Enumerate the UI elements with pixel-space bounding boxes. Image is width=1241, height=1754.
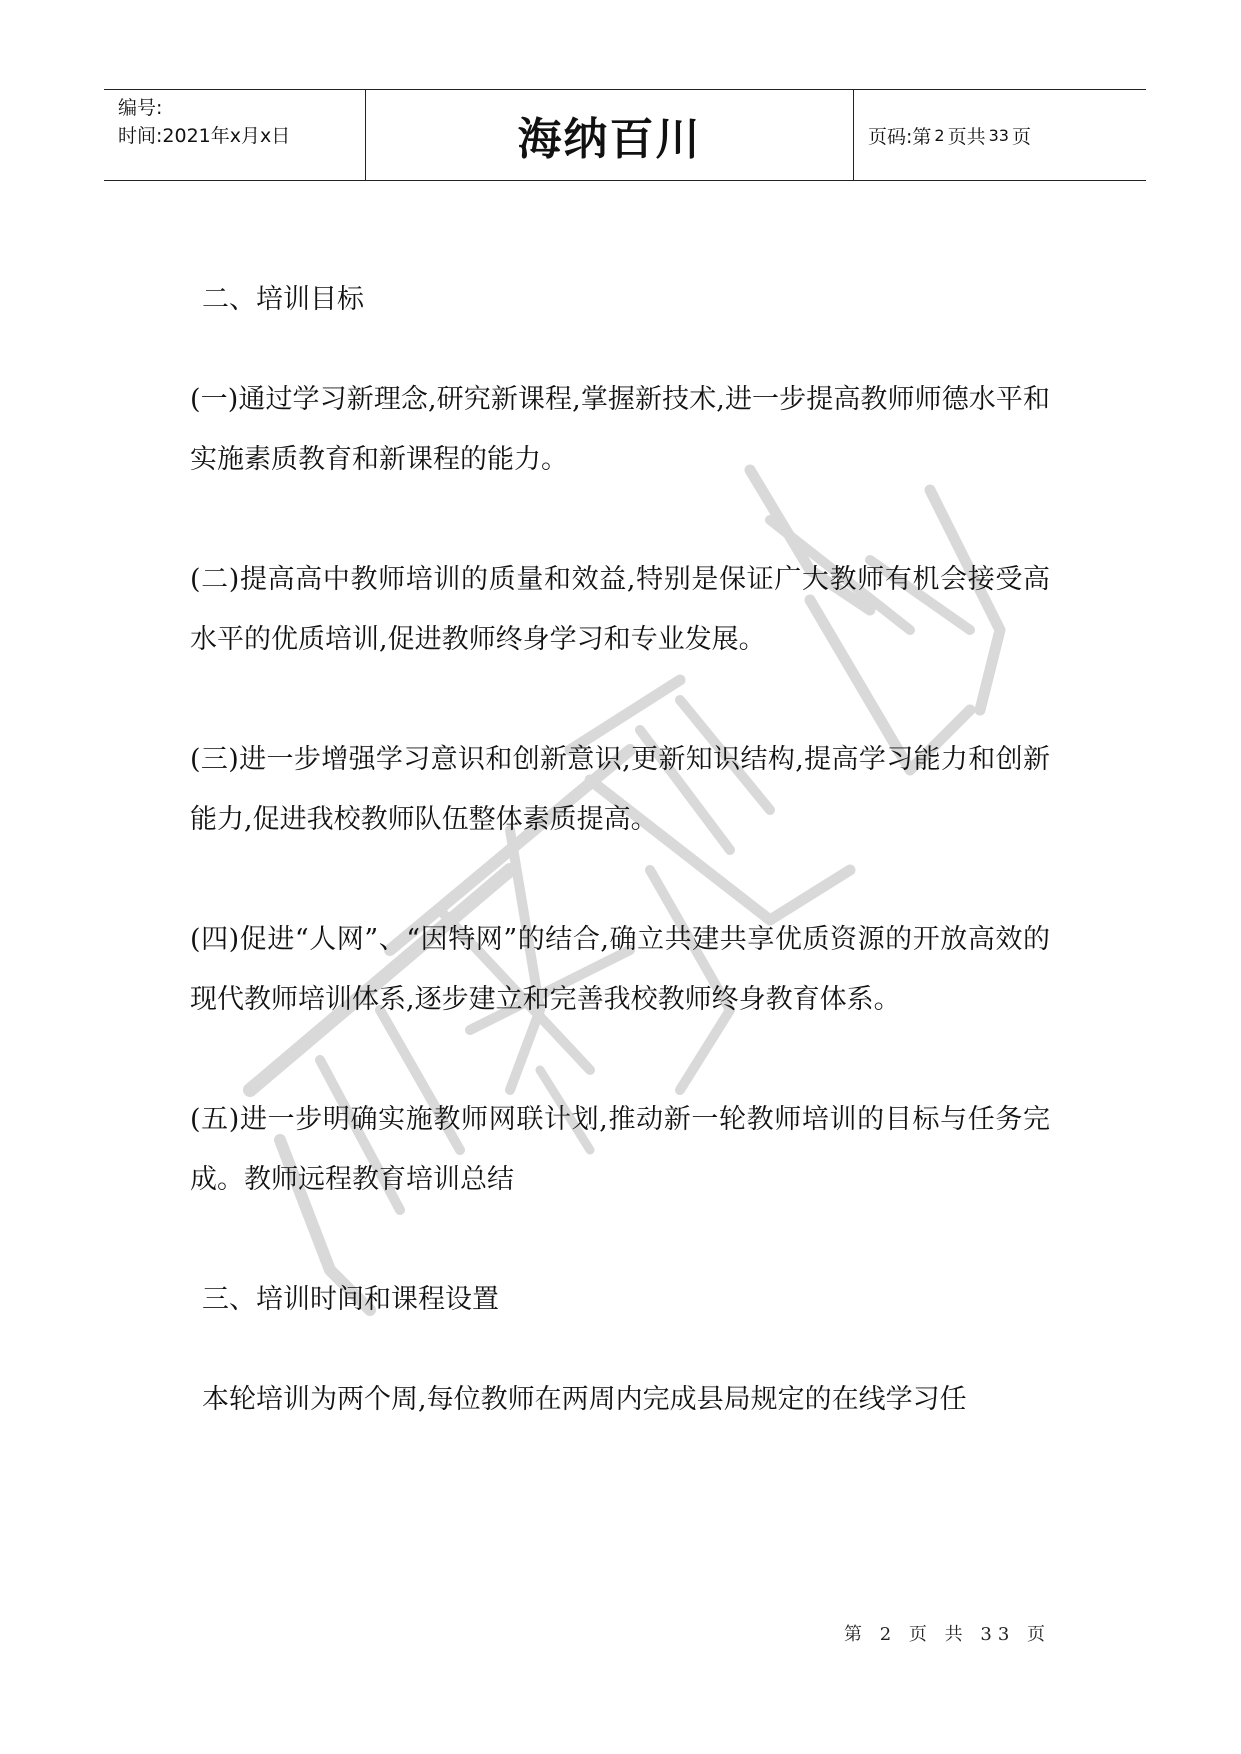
paragraph-schedule: 本轮培训为两个周,每位教师在两周内完成县局规定的在线学习任 <box>202 1384 967 1415</box>
paragraph-goal-4: (四)促进“人网”、“因特网”的结合,确立共建共享优质资源的开放高效的现代教师培训体系,逐步建立和完善我校教师终身教育体系。 <box>190 924 1050 1015</box>
watermark-text: 严禁复制 <box>110 350 114 351</box>
paragraph-goal-5: (五)进一步明确实施教师网联计划,推动新一轮教师培训的目标与任务完成。教师远程教育培训总结 <box>190 1104 1050 1195</box>
page-current: 2 <box>934 125 945 145</box>
serial-label: 编号: <box>118 97 163 119</box>
section-heading-goals: 二、培训目标 <box>202 284 364 315</box>
time-label: 时间:2021年x月x日 <box>118 125 291 147</box>
header-brand-cell <box>366 90 854 180</box>
brand-title: 海纳百川 <box>517 114 702 165</box>
paragraph-goal-2: (二)提高高中教师培训的质量和效益,特别是保证广大教师有机会接受高水平的优质培训,促进教师终身学习和专业发展。 <box>190 564 1050 655</box>
document-header <box>104 89 1146 181</box>
page-total: 33 <box>988 125 1009 145</box>
page-footer: 第 2 页 共 33 页 <box>844 1624 1051 1645</box>
page-prefix: 页码:第 <box>868 125 932 148</box>
page-suffix: 页 <box>1011 125 1031 148</box>
section-heading-schedule: 三、培训时间和课程设置 <box>202 1284 499 1315</box>
paragraph-goal-1: (一)通过学习新理念,研究新课程,掌握新技术,进一步提高教师师德水平和实施素质教育和新课程的能力。 <box>190 384 1050 475</box>
header-page-number <box>854 90 1146 180</box>
paragraph-goal-3: (三)进一步增强学习意识和创新意识,更新知识结构,提高学习能力和创新能力,促进我校教师队伍整体素质提高。 <box>190 744 1050 835</box>
header-meta <box>104 90 366 180</box>
page-mid: 页共 <box>947 125 986 148</box>
